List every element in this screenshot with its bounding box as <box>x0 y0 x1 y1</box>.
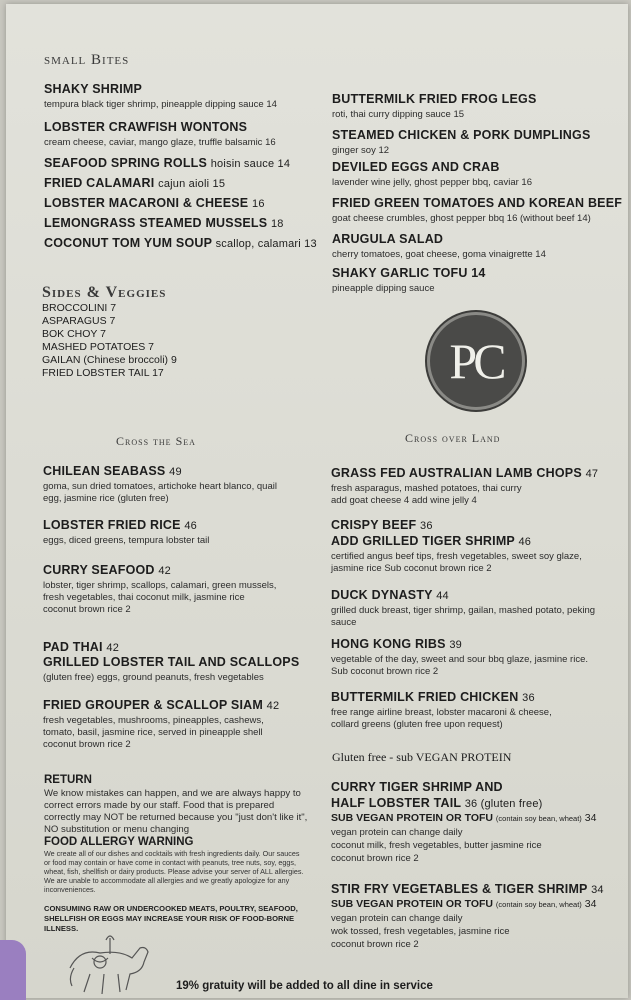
item-name: LOBSTER MACARONI & CHEESE <box>44 196 249 210</box>
side-item: ASPARAGUS 7 <box>42 315 116 327</box>
item-description: lavender wine jelly, ghost pepper bbq, caviar 16 <box>332 177 532 188</box>
gf-sub-price: 34 <box>584 898 597 910</box>
item-name: CRISPY BEEF <box>331 518 417 532</box>
menu-item <box>43 518 197 534</box>
side-item: GAILAN (Chinese broccoli) 9 <box>42 354 177 366</box>
item-price: 46 <box>518 536 532 548</box>
section-sides: Sides & Veggies <box>42 284 167 301</box>
allergy-line: inconveniences. <box>44 885 96 894</box>
item-name: LOBSTER CRAWFISH WONTONS <box>44 120 248 134</box>
gratuity-note: 19% gratuity will be added to all dine in service <box>176 980 433 992</box>
gf-sub-line <box>331 898 596 910</box>
item-description: fresh vegetables, mushrooms, pineapples, cashews, <box>43 715 264 726</box>
allergy-line: We are unable to accommodate all allergies and we greatly apologize for any <box>44 876 290 885</box>
item-description: cherry tomatoes, goat cheese, goma vinaigrette 14 <box>332 249 546 260</box>
item-description: free range airline breast, lobster macaroni & cheese, <box>331 707 552 718</box>
item-description: coconut brown rice 2 <box>331 853 419 864</box>
item-description: coconut brown rice 2 <box>331 939 419 950</box>
section-small-bites: small Bites <box>44 52 130 68</box>
item-name: HONG KONG RIBS <box>331 637 446 651</box>
allergy-line: wheat, fish, shellfish or dairy products. Please advise your server of ALL allergies. <box>44 867 304 876</box>
menu-item: BUTTERMILK FRIED FROG LEGS <box>332 92 537 106</box>
menu-item <box>44 120 247 135</box>
consume-line: SHELLFISH OR EGGS MAY INCREASE YOUR RISK OF FOOD-BORNE <box>44 914 295 923</box>
item-price: cajun aioli 15 <box>158 178 226 190</box>
menu-item <box>44 176 225 192</box>
item-price: 49 <box>169 466 182 478</box>
menu-item <box>44 216 284 232</box>
item-price: hoisin sauce 14 <box>210 158 291 170</box>
return-title: RETURN <box>44 774 92 786</box>
item-name: SEAFOOD SPRING ROLLS <box>44 156 208 170</box>
item-description: goat cheese crumbles, ghost pepper bbq 16 (without beef 14) <box>332 213 591 224</box>
gf-sub-line <box>331 812 596 824</box>
item-description: vegetable of the day, sweet and sour bbq glaze, jasmine rice. <box>331 654 589 665</box>
item-description: certified angus beef tips, fresh vegetables, sweet soy glaze, <box>331 551 582 562</box>
item-description: jasmine rice Sub coconut brown rice 2 <box>331 563 492 574</box>
item-name: BUTTERMILK FRIED CHICKEN <box>331 690 519 704</box>
menu-item <box>43 563 171 579</box>
gf-item-title <box>331 882 604 898</box>
item-price: 36 <box>420 520 433 532</box>
side-item: BOK CHOY 7 <box>42 328 106 340</box>
menu-item: ARUGULA SALAD <box>332 232 444 246</box>
item-name: SHAKY SHRIMP <box>44 82 143 96</box>
menu-item <box>331 690 535 706</box>
item-name: LOBSTER FRIED RICE <box>43 518 181 532</box>
menu-item <box>331 534 531 550</box>
consume-line: CONSUMING RAW OR UNDERCOOKED MEATS, POULTRY, SEAFOOD, <box>44 904 298 913</box>
item-description: lobster, tiger shrimp, scallops, calamari, green mussels, <box>43 580 277 591</box>
item-name: GRASS FED AUSTRALIAN LAMB CHOPS <box>331 466 582 480</box>
item-price: 42 <box>106 642 120 654</box>
item-price: 42 <box>158 565 171 577</box>
item-price: 47 <box>585 468 599 480</box>
gf-sub-note: (contain soy bean, wheat) <box>495 814 582 823</box>
item-price: 46 <box>184 520 197 532</box>
menu-item <box>43 655 299 670</box>
pc-logo <box>427 312 525 410</box>
allergy-line: We create all of our dishes and cocktails with fresh ingredients daily. Our sauces <box>44 849 300 858</box>
gf-title-line2: HALF LOBSTER TAIL <box>331 796 462 810</box>
gf-sub-price: 34 <box>584 812 597 824</box>
menu-item <box>43 464 182 480</box>
item-description: pineapple dipping sauce <box>332 283 435 294</box>
allergy-title: FOOD ALLERGY WARNING <box>44 836 194 848</box>
side-item: BROCCOLINI 7 <box>42 302 117 314</box>
item-name: ADD GRILLED TIGER SHRIMP <box>331 534 515 548</box>
logo-text: PC <box>449 333 503 389</box>
item-price: 16 <box>252 198 265 210</box>
item-description: collard greens (gluten free upon request) <box>331 719 503 730</box>
menu-item <box>331 588 449 604</box>
item-description: (gluten free) eggs, ground peanuts, fresh vegetables <box>43 672 264 683</box>
gf-price: 36 (gluten free) <box>464 798 543 810</box>
item-description: goma, sun dried tomatoes, artichoke heart blanco, quail <box>43 481 277 492</box>
item-name: GRILLED LOBSTER TAIL AND SCALLOPS <box>43 655 300 669</box>
thumb <box>0 940 26 1000</box>
item-price: 42 <box>266 700 280 712</box>
carousel-horse-illustration <box>60 928 160 1000</box>
item-description: fresh vegetables, thai coconut milk, jasmine rice <box>43 592 245 603</box>
section-gluten-free: Gluten free - sub VEGAN PROTEIN <box>332 750 512 764</box>
menu-item <box>331 466 598 482</box>
gf-sub: SUB VEGAN PROTEIN OR TOFU <box>331 812 493 824</box>
menu-item <box>43 698 279 714</box>
gf-title-line1: CURRY TIGER SHRIMP AND <box>331 780 503 794</box>
return-line: correctly may NOT be returned because you "just don't like it", <box>44 812 308 823</box>
menu-item: STEAMED CHICKEN & PORK DUMPLINGS <box>332 128 591 142</box>
gf-title-line1: STIR FRY VEGETABLES & TIGER SHRIMP <box>331 882 588 896</box>
item-name: LEMONGRASS STEAMED MUSSELS <box>44 216 268 230</box>
item-name: COCONUT TOM YUM SOUP <box>44 236 212 250</box>
item-name: FRIED CALAMARI <box>44 176 155 190</box>
item-description: tempura black tiger shrimp, pineapple dipping sauce 14 <box>44 99 277 110</box>
item-description: sauce <box>331 617 357 628</box>
gf-sub: SUB VEGAN PROTEIN OR TOFU <box>331 898 493 910</box>
menu-item: DEVILED EGGS AND CRAB <box>332 160 500 174</box>
item-name: CURRY SEAFOOD <box>43 563 155 577</box>
section-cross-land: Cross over Land <box>405 431 501 445</box>
item-description: Sub coconut brown rice 2 <box>331 666 439 677</box>
gf-sub-note: (contain soy bean, wheat) <box>495 900 582 909</box>
item-description: coconut brown rice 2 <box>43 739 131 750</box>
item-description: tomato, basil, jasmine rice, served in pineapple shell <box>43 727 263 738</box>
item-description: eggs, diced greens, tempura lobster tail <box>43 535 210 546</box>
return-line: We know mistakes can happen, and we are always happy to <box>44 788 301 799</box>
item-description: wok tossed, fresh vegetables, jasmine rice <box>331 926 510 937</box>
item-name: PAD THAI <box>43 640 103 654</box>
item-description: grilled duck breast, tiger shrimp, gailan, mashed potato, peking <box>331 605 596 616</box>
item-price: scallop, calamari 13 <box>215 238 317 250</box>
item-description: vegan protein can change daily <box>331 913 463 924</box>
menu-item: FRIED GREEN TOMATOES AND KOREAN BEEF <box>332 196 623 210</box>
item-description: coconut milk, fresh vegetables, butter jasmine rice <box>331 840 542 851</box>
item-price: 44 <box>436 590 449 602</box>
menu-item <box>331 518 433 534</box>
item-price: 39 <box>449 639 462 651</box>
section-cross-sea: Cross the Sea <box>116 434 196 448</box>
side-item: MASHED POTATOES 7 <box>42 341 155 353</box>
gf-item-title <box>331 780 503 795</box>
menu-item <box>44 156 290 172</box>
menu-item <box>44 82 142 97</box>
menu-item <box>331 637 462 653</box>
allergy-line: or food may contain or have come in contact with peanuts, tree nuts, soy, eggs, <box>44 858 296 867</box>
gf-item-title2 <box>331 796 543 812</box>
menu-item <box>44 236 317 252</box>
return-line: correct errors made by our staff. Food that is prepared <box>44 800 275 811</box>
item-description: cream cheese, caviar, mango glaze, truffle balsamic 16 <box>44 137 276 148</box>
item-description: coconut brown rice 2 <box>43 604 131 615</box>
gf-price: 34 <box>591 884 604 896</box>
consume-line: ILLNESS. <box>44 924 79 933</box>
item-price: 36 <box>522 692 535 704</box>
return-line: NO substitution or menu changing <box>44 824 190 835</box>
item-price: 18 <box>270 218 284 230</box>
item-name: FRIED GROUPER & SCALLOP SIAM <box>43 698 263 712</box>
menu-item <box>44 196 265 212</box>
item-description: egg, jasmine rice (gluten free) <box>43 493 169 504</box>
side-item: FRIED LOBSTER TAIL 17 <box>42 367 164 379</box>
item-description: fresh asparagus, mashed potatoes, thai curry <box>331 483 522 494</box>
item-name: DUCK DYNASTY <box>331 588 433 602</box>
item-description: vegan protein can change daily <box>331 827 463 838</box>
item-description: ginger soy 12 <box>332 145 390 156</box>
item-name: CHILEAN SEABASS <box>43 464 166 478</box>
item-description: add goat cheese 4 add wine jelly 4 <box>331 495 477 506</box>
item-description: roti, thai curry dipping sauce 15 <box>332 109 465 120</box>
menu-item: SHAKY GARLIC TOFU 14 <box>332 266 486 280</box>
menu-item <box>43 640 119 656</box>
